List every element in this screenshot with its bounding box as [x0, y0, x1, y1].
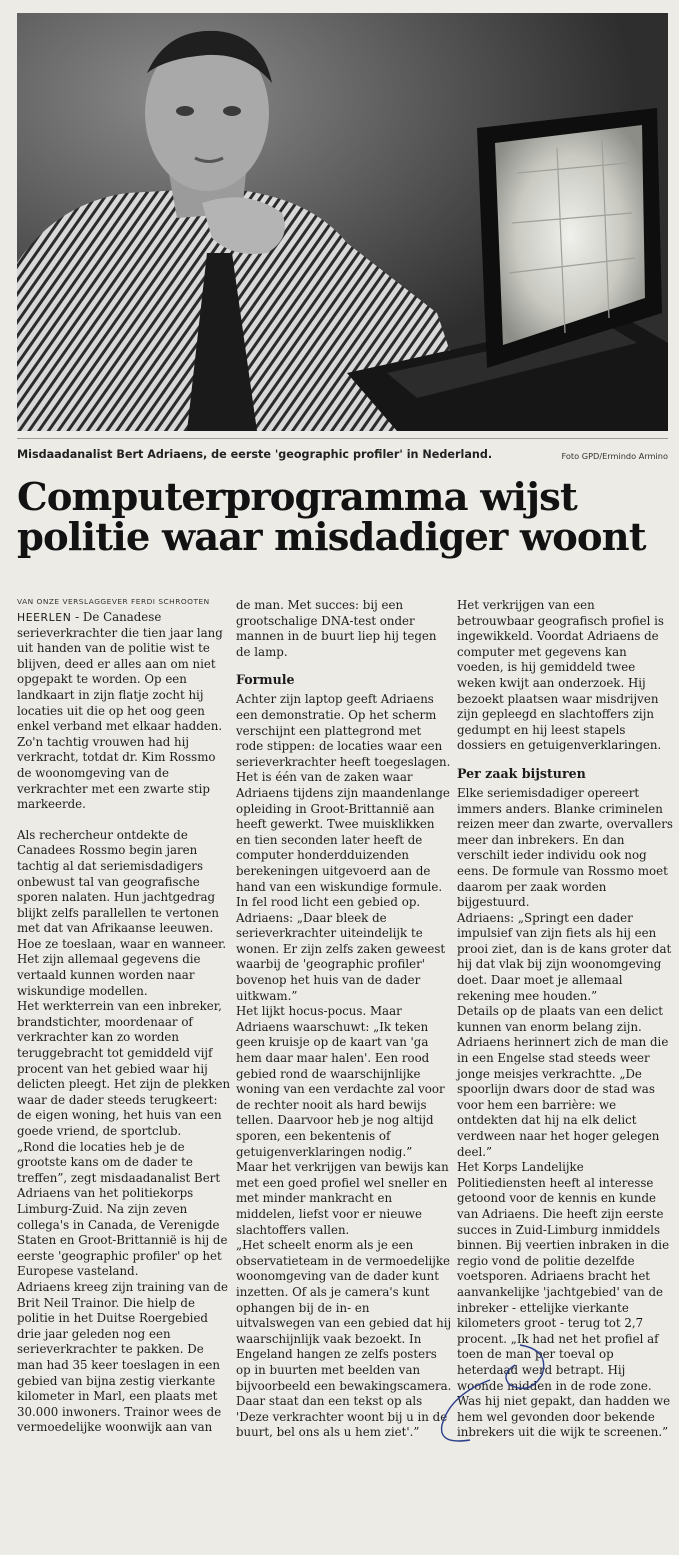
- paragraph: Adriaens kreeg zijn training van de Brit Neil Trainor. Die hielp de politie in het Duitse Roergebied drie jaar geleden nog een serieverkrachter te pakken. De man had 35 keer toeslagen in een gebied van bijna zestig vierkante kilometer in Marl, een plaats met 30.000 inwoners. Trainor wees de vermoedelijke woonwijk aan van: [17, 1279, 228, 1435]
- paragraph: Het Korps Landelijke Politiediensten heeft al interesse getoond voor de kennis en kunde van Adriaens. Die heeft zijn eerste succes in Zuid-Limburg inmiddels binnen. Bij veertien inbraken in die regio vond de politie dezelfde voetsporen. Adriaens bracht het aanvankelijke 'jachtgebied' van de inbreker - ettelijke vierkante kilometers groot - terug tot 2,7 procent. „Ik had net het profiel af toen de man per toeval op heterdaad werd betrapt. Hij woonde midden in de rode zone. Was hij niet gepakt, dan hadden we hem wel gevonden door bekende inbrekers uit die wijk te screenen.”: [457, 1160, 671, 1440]
- headline-line-2: politie waar misdadiger woont: [17, 515, 646, 560]
- paragraph: Het werkterrein van een inbreker, brandstichter, moordenaar of verkrachter kan zo worden teruggebracht tot gemiddeld vijf procent van het gebied waar hij delicten pleegt. Het zijn de plekken waar de dader steeds terugkeert: de eigen woning, het huis van een goede vriend, de sportclub.: [17, 999, 231, 1138]
- caption-rule: [17, 438, 668, 439]
- paragraph: Het verkrijgen van een betrouwbaar geografisch profiel is ingewikkeld. Voordat Adriaens de computer met gegevens kan voeden, is hij gemiddeld twee weken kwijt aan onderzoek. Hij bezoekt plaatsen waar misdrijven zijn gepleegd en slachtoffers zijn gedumpt en hij leest stapels dossiers en getuigenverklaringen.: [457, 598, 664, 753]
- byline: VAN ONZE VERSLAGGEVER FERDI SCHROOTEN: [17, 597, 210, 606]
- article-column-3: [457, 598, 673, 1441]
- article-column-1: [17, 610, 233, 1436]
- portrait-illustration: [17, 13, 668, 431]
- paragraph: „Het scheelt enorm als je een observatieteam in de vermoedelijke woonomgeving van de dader kunt inzetten. Of als je camera's kunt ophangen bij de in- en uitvalswegen van een gebied dat hij waarschijnlijk vaak bezoekt. In Engeland hangen ze zelfs posters op in buurten met beelden van bijvoorbeeld een bewakingscamera. Daar staat dan een tekst op als 'Deze verkrachter woont bij u in de buurt, bel ons als u hem ziet'.”: [236, 1238, 452, 1440]
- paragraph: Als rechercheur ontdekte de Canadees Rossmo begin jaren tachtig al dat seriemisdadigers onbewust tal van geografische sporen nalaten. Hun jachtgedrag blijkt zelfs parallellen te vertonen met dat van Afrikaanse leeuwen. Hoe ze toeslaan, waar en wanneer. Het zijn allemaal gegevens die vertaald kunnen worden naar wiskundige modellen.: [17, 827, 227, 998]
- paragraph: Het lijkt hocus-pocus. Maar Adriaens waarschuwt: „Ik teken geen kruisje op de kaart van 'ga hem daar maar halen'. Een rood gebied rond de waarschijnlijke woning van een verdachte zal voor de rechter nooit als hard bewijs tellen. Daarvoor heb je nog altijd sporen, een bekentenis of getuigenverklaringen nodig.”: [236, 1004, 445, 1159]
- subheading: Formule: [236, 672, 295, 688]
- paragraph: „Rond die locaties heb je de grootste kans om de dader te treffen”, zegt misdaadanalist Bert Adriaens van het politiekorps Limburg-Zuid. Na zijn zeven collega's in Canada, de Verenigde Staten en Groot-Brittannië is hij de eerste 'geographic profiler' op het Europese vasteland.: [17, 1139, 228, 1279]
- headline-line-1: Computerprogramma wijst: [17, 475, 577, 520]
- photo-caption: Misdaadanalist Bert Adriaens, de eerste 'geographic profiler' in Nederland.: [17, 448, 493, 461]
- dateline: HEERLEN: [17, 611, 72, 624]
- article-column-2: [236, 598, 452, 1441]
- paragraph: Elke seriemisdadiger opereert immers anders. Blanke criminelen reizen meer dan zwarte, overvallers meer dan inbrekers. En dan verschilt ieder individu ook nog eens. De formule van Rossmo moet daarom per zaak worden bijgestuurd.: [457, 785, 673, 910]
- paragraph: HEERLEN - De Canadese serieverkrachter die tien jaar lang uit handen van de politie wist te blijven, deed er alles aan om niet opgepakt te worden. Op een landkaart in zijn flatje zocht hij locaties uit die op het oog geen enkel verband met elkaar hadden. Zo'n tachtig vrouwen had hij verkracht, totdat dr. Kim Rossmo de woonomgeving van de verkrachter met een zwarte stip markeerde.: [17, 610, 223, 812]
- paragraph: Adriaens: „Daar bleek de serieverkrachter uiteindelijk te wonen. Er zijn zelfs zaken geweest waarbij de 'geographic profiler' bovenop het huis van de dader uitkwam.”: [236, 910, 446, 1003]
- paragraph: de man. Met succes: bij een grootschalige DNA-test onder mannen in de buurt liep hij tegen de lamp.: [236, 598, 437, 659]
- article-photo: [17, 13, 668, 431]
- photo-caption-bar: [17, 448, 668, 470]
- paragraph: Achter zijn laptop geeft Adriaens een demonstratie. Op het scherm verschijnt een plattegrond met rode stippen: de locaties waar een serieverkrachter heeft toegeslagen. Het is één van de zaken waar Adriaens tijdens zijn maandenlange opleiding in Groot-Brittannië aan heeft gewerkt. Twee muisklikken en tien seconden later heeft de computer honderdduizenden berekeningen uitgevoerd aan de hand van een wiskundige formule. In fel rood licht een gebied op.: [236, 692, 451, 910]
- subheading: Per zaak bijsturen: [457, 765, 586, 781]
- photo-credit: Foto GPD/Ermindo Armino: [561, 451, 668, 461]
- paragraph: Adriaens: „Springt een dader impulsief van zijn fiets als hij een prooi ziet, dan is de kans groter dat hij dat vlak bij zijn woonomgeving doet. Daar moet je allemaal rekening mee houden.”: [457, 910, 672, 1003]
- paragraph: Maar het verkrijgen van bewijs kan met een goed profiel wel sneller en met minder mankracht en middelen, liefst voor er nieuwe slachtoffers vallen.: [236, 1160, 449, 1237]
- headline: [17, 475, 672, 560]
- paragraph: Details op de plaats van een delict kunnen van enorm belang zijn. Adriaens herinnert zich de man die in een Engelse stad steeds weer jonge meisjes verkrachtte. „De spoorlijn dwars door de stad was voor hem een barrière: we ontdekten dat hij na elk delict verdween naar het hoger gelegen deel.”: [457, 1004, 669, 1159]
- pen-scribble: [430, 1340, 560, 1450]
